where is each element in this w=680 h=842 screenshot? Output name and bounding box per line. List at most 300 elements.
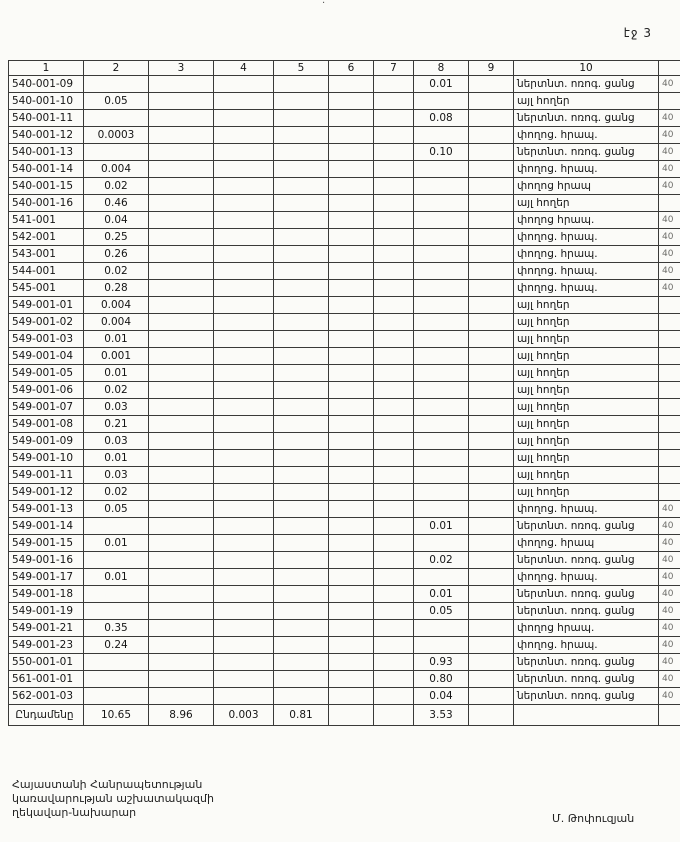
cell-c2: 0.04 bbox=[84, 212, 149, 229]
margin-header-spacer bbox=[659, 61, 680, 76]
cell-c3 bbox=[149, 348, 214, 365]
cell-c6 bbox=[329, 654, 374, 671]
table-row bbox=[9, 671, 680, 688]
table-row bbox=[9, 365, 680, 382]
cell-c1: 543-001 bbox=[9, 246, 84, 263]
cell-c1: 549-001-11 bbox=[9, 467, 84, 484]
table-body bbox=[9, 76, 680, 726]
cell-c3 bbox=[149, 535, 214, 552]
cell-c4 bbox=[214, 620, 274, 637]
cell-c5 bbox=[274, 654, 329, 671]
cell-c7 bbox=[374, 76, 414, 93]
cell-c9 bbox=[469, 450, 514, 467]
cell-c7 bbox=[374, 416, 414, 433]
table-row bbox=[9, 654, 680, 671]
cell-c1: 550-001-01 bbox=[9, 654, 84, 671]
cell-c3 bbox=[149, 212, 214, 229]
cell-c6 bbox=[329, 467, 374, 484]
handwritten-margin-mark: 40 bbox=[659, 127, 680, 144]
cell-c8 bbox=[414, 484, 469, 501]
cell-c3 bbox=[149, 501, 214, 518]
table-row bbox=[9, 433, 680, 450]
cell-c3 bbox=[149, 654, 214, 671]
cell-c2: 0.004 bbox=[84, 161, 149, 178]
cell-c2 bbox=[84, 586, 149, 603]
cell-c10: ներտնտ. ոռոգ. ցանց bbox=[514, 144, 659, 161]
cell-c10: այլ հողեր bbox=[514, 382, 659, 399]
cell-c7 bbox=[374, 620, 414, 637]
column-header-8: 8 bbox=[414, 61, 469, 76]
cell-c9 bbox=[469, 688, 514, 705]
cell-c6 bbox=[329, 586, 374, 603]
cell-c4 bbox=[214, 399, 274, 416]
cell-c4 bbox=[214, 76, 274, 93]
cell-c9 bbox=[469, 212, 514, 229]
cell-c5 bbox=[274, 637, 329, 654]
cell-c8 bbox=[414, 569, 469, 586]
cell-c8: 0.04 bbox=[414, 688, 469, 705]
cell-c6 bbox=[329, 314, 374, 331]
cell-c5 bbox=[274, 178, 329, 195]
cell-c1: 549-001-19 bbox=[9, 603, 84, 620]
table-row bbox=[9, 552, 680, 569]
cell-c3 bbox=[149, 263, 214, 280]
cell-c7 bbox=[374, 246, 414, 263]
cell-c3 bbox=[149, 382, 214, 399]
cell-c8 bbox=[414, 263, 469, 280]
column-header-1: 1 bbox=[9, 61, 84, 76]
handwritten-margin-mark: 40 bbox=[659, 501, 680, 518]
cell-c7 bbox=[374, 144, 414, 161]
cell-c4 bbox=[214, 331, 274, 348]
cell-c6 bbox=[329, 450, 374, 467]
cell-c9 bbox=[469, 314, 514, 331]
handwritten-margin-mark: 40 bbox=[659, 620, 680, 637]
handwritten-margin-mark: 40 bbox=[659, 110, 680, 127]
cell-c3 bbox=[149, 484, 214, 501]
cell-c3 bbox=[149, 93, 214, 110]
table-row bbox=[9, 569, 680, 586]
cell-c5 bbox=[274, 263, 329, 280]
cell-c4 bbox=[214, 637, 274, 654]
cell-c8 bbox=[414, 280, 469, 297]
handwritten-margin-mark: 40 bbox=[659, 161, 680, 178]
cell-c7 bbox=[374, 586, 414, 603]
cell-c7 bbox=[374, 348, 414, 365]
cell-c6 bbox=[329, 603, 374, 620]
cell-c10: փողոց հրապ. bbox=[514, 212, 659, 229]
cell-c8 bbox=[414, 399, 469, 416]
cell-c5 bbox=[274, 569, 329, 586]
cell-c9 bbox=[469, 280, 514, 297]
cell-c4 bbox=[214, 178, 274, 195]
handwritten-margin-mark bbox=[659, 450, 680, 467]
cell-c3 bbox=[149, 433, 214, 450]
handwritten-margin-mark bbox=[659, 314, 680, 331]
cell-c10: փողոց. հրապ. bbox=[514, 263, 659, 280]
cell-c3 bbox=[149, 518, 214, 535]
handwritten-margin-mark: 40 bbox=[659, 637, 680, 654]
cell-c4 bbox=[214, 450, 274, 467]
cell-c4 bbox=[214, 127, 274, 144]
cell-c6 bbox=[329, 501, 374, 518]
cell-c7 bbox=[374, 671, 414, 688]
cell-c5 bbox=[274, 382, 329, 399]
cell-c2: 0.02 bbox=[84, 382, 149, 399]
cell-c10: փողոց. հրապ. bbox=[514, 280, 659, 297]
cell-c5 bbox=[274, 603, 329, 620]
cell-c8: 0.10 bbox=[414, 144, 469, 161]
cell-c6 bbox=[329, 637, 374, 654]
cell-c2: 0.02 bbox=[84, 484, 149, 501]
cell-c8 bbox=[414, 450, 469, 467]
table-row bbox=[9, 297, 680, 314]
cell-c10: այլ հողեր bbox=[514, 484, 659, 501]
cell-c6 bbox=[329, 365, 374, 382]
handwritten-margin-mark: 40 bbox=[659, 688, 680, 705]
cell-c9 bbox=[469, 416, 514, 433]
cell-c1: 549-001-14 bbox=[9, 518, 84, 535]
cell-c1: 542-001 bbox=[9, 229, 84, 246]
cell-c2: 0.03 bbox=[84, 467, 149, 484]
cell-c1: 549-001-15 bbox=[9, 535, 84, 552]
cell-c7 bbox=[374, 705, 414, 726]
cell-c4 bbox=[214, 297, 274, 314]
cell-c9 bbox=[469, 195, 514, 212]
cell-c10: այլ հողեր bbox=[514, 348, 659, 365]
cell-c10: այլ հողեր bbox=[514, 365, 659, 382]
cell-c2: 0.05 bbox=[84, 93, 149, 110]
cell-c5 bbox=[274, 688, 329, 705]
cell-c3 bbox=[149, 229, 214, 246]
cell-c4 bbox=[214, 246, 274, 263]
table-row bbox=[9, 416, 680, 433]
cell-c6 bbox=[329, 229, 374, 246]
cell-c1: 549-001-05 bbox=[9, 365, 84, 382]
cell-c1: 540-001-15 bbox=[9, 178, 84, 195]
handwritten-margin-mark bbox=[659, 433, 680, 450]
cell-c5 bbox=[274, 416, 329, 433]
table-row bbox=[9, 144, 680, 161]
handwritten-margin-mark: 40 bbox=[659, 518, 680, 535]
cell-c5 bbox=[274, 280, 329, 297]
table-row bbox=[9, 161, 680, 178]
column-header-10: 10 bbox=[514, 61, 659, 76]
cell-c10: փողոց. հրապ bbox=[514, 535, 659, 552]
cell-c10: փողոց. հրապ. bbox=[514, 246, 659, 263]
handwritten-margin-mark: 40 bbox=[659, 654, 680, 671]
cell-c4 bbox=[214, 110, 274, 127]
cell-c8 bbox=[414, 178, 469, 195]
cell-c8 bbox=[414, 331, 469, 348]
cell-c7 bbox=[374, 518, 414, 535]
cell-c9 bbox=[469, 569, 514, 586]
footer-line-2: կառավարության աշխատակազմի bbox=[12, 792, 214, 805]
cell-c7 bbox=[374, 365, 414, 382]
land-parcels-table bbox=[8, 60, 680, 726]
cell-c9 bbox=[469, 620, 514, 637]
cell-c5 bbox=[274, 93, 329, 110]
cell-c5: 0.81 bbox=[274, 705, 329, 726]
cell-c7 bbox=[374, 314, 414, 331]
cell-c7 bbox=[374, 603, 414, 620]
cell-c9 bbox=[469, 399, 514, 416]
handwritten-margin-mark bbox=[659, 348, 680, 365]
cell-c2: 10.65 bbox=[84, 705, 149, 726]
cell-c8: 0.01 bbox=[414, 518, 469, 535]
cell-c5 bbox=[274, 127, 329, 144]
cell-c2: 0.21 bbox=[84, 416, 149, 433]
cell-c2: 0.25 bbox=[84, 229, 149, 246]
cell-c5 bbox=[274, 552, 329, 569]
handwritten-margin-mark: 40 bbox=[659, 246, 680, 263]
cell-c5 bbox=[274, 365, 329, 382]
cell-c4 bbox=[214, 501, 274, 518]
cell-c2: 0.35 bbox=[84, 620, 149, 637]
handwritten-margin-mark: 40 bbox=[659, 586, 680, 603]
cell-c4 bbox=[214, 365, 274, 382]
cell-c5 bbox=[274, 161, 329, 178]
handwritten-margin-mark: 40 bbox=[659, 671, 680, 688]
cell-c9 bbox=[469, 518, 514, 535]
cell-c10: ներտնտ. ոռոգ. ցանց bbox=[514, 603, 659, 620]
table-row bbox=[9, 110, 680, 127]
handwritten-margin-mark bbox=[659, 416, 680, 433]
cell-c4 bbox=[214, 467, 274, 484]
cell-c6 bbox=[329, 705, 374, 726]
cell-c7 bbox=[374, 280, 414, 297]
cell-c4 bbox=[214, 280, 274, 297]
cell-c7 bbox=[374, 93, 414, 110]
cell-c5 bbox=[274, 314, 329, 331]
cell-c2: 0.03 bbox=[84, 399, 149, 416]
cell-c1: 549-001-18 bbox=[9, 586, 84, 603]
cell-c6 bbox=[329, 127, 374, 144]
cell-c1: 549-001-06 bbox=[9, 382, 84, 399]
cell-c9 bbox=[469, 263, 514, 280]
cell-c8: 0.05 bbox=[414, 603, 469, 620]
cell-c7 bbox=[374, 161, 414, 178]
cell-c1: 540-001-12 bbox=[9, 127, 84, 144]
footer-line-1: Հայաստանի Հանրապետության bbox=[12, 778, 203, 791]
cell-c3 bbox=[149, 246, 214, 263]
handwritten-margin-mark: 40 bbox=[659, 552, 680, 569]
cell-c7 bbox=[374, 399, 414, 416]
cell-c4 bbox=[214, 654, 274, 671]
cell-c4 bbox=[214, 671, 274, 688]
cell-c3 bbox=[149, 603, 214, 620]
cell-c1: 549-001-04 bbox=[9, 348, 84, 365]
handwritten-margin-mark: 40 bbox=[659, 603, 680, 620]
cell-c1: 549-001-02 bbox=[9, 314, 84, 331]
cell-c7 bbox=[374, 450, 414, 467]
cell-c2: 0.01 bbox=[84, 365, 149, 382]
cell-c10: այլ հողեր bbox=[514, 433, 659, 450]
cell-c1: 549-001-09 bbox=[9, 433, 84, 450]
cell-c2: 0.05 bbox=[84, 501, 149, 518]
cell-c9 bbox=[469, 433, 514, 450]
cell-c3 bbox=[149, 637, 214, 654]
cell-c8 bbox=[414, 195, 469, 212]
cell-c5 bbox=[274, 144, 329, 161]
column-header-9: 9 bbox=[469, 61, 514, 76]
cell-c6 bbox=[329, 297, 374, 314]
cell-c2: 0.004 bbox=[84, 297, 149, 314]
cell-c8 bbox=[414, 637, 469, 654]
cell-c5 bbox=[274, 535, 329, 552]
cell-c7 bbox=[374, 467, 414, 484]
cell-c3 bbox=[149, 331, 214, 348]
cell-c4 bbox=[214, 382, 274, 399]
cell-c10: ներտնտ. ոռոգ. ցանց bbox=[514, 518, 659, 535]
cell-c8 bbox=[414, 620, 469, 637]
cell-c10: այլ հողեր bbox=[514, 399, 659, 416]
cell-c3 bbox=[149, 450, 214, 467]
cell-c3 bbox=[149, 586, 214, 603]
cell-c9 bbox=[469, 654, 514, 671]
scan-artifact: · bbox=[322, 0, 326, 9]
table-row bbox=[9, 586, 680, 603]
column-header-7: 7 bbox=[374, 61, 414, 76]
cell-c9 bbox=[469, 144, 514, 161]
cell-c10: փողոց. հրապ. bbox=[514, 161, 659, 178]
cell-c1: 540-001-16 bbox=[9, 195, 84, 212]
cell-c2 bbox=[84, 76, 149, 93]
cell-c1: 549-001-16 bbox=[9, 552, 84, 569]
cell-c1: 545-001 bbox=[9, 280, 84, 297]
cell-c6 bbox=[329, 552, 374, 569]
cell-c3 bbox=[149, 76, 214, 93]
cell-c6 bbox=[329, 484, 374, 501]
cell-c3 bbox=[149, 467, 214, 484]
cell-c10: ներտնտ. ոռոգ. ցանց bbox=[514, 110, 659, 127]
cell-c1: 541-001 bbox=[9, 212, 84, 229]
cell-c6 bbox=[329, 416, 374, 433]
handwritten-margin-mark bbox=[659, 399, 680, 416]
cell-c9 bbox=[469, 297, 514, 314]
cell-c6 bbox=[329, 161, 374, 178]
cell-c1: 549-001-07 bbox=[9, 399, 84, 416]
cell-c4 bbox=[214, 348, 274, 365]
cell-c3 bbox=[149, 688, 214, 705]
cell-c9 bbox=[469, 93, 514, 110]
cell-c2 bbox=[84, 671, 149, 688]
cell-c10: փողոց. հրապ. bbox=[514, 501, 659, 518]
cell-c9 bbox=[469, 161, 514, 178]
cell-c10: փողոց. հրապ. bbox=[514, 127, 659, 144]
cell-c1: 540-001-10 bbox=[9, 93, 84, 110]
cell-c5 bbox=[274, 501, 329, 518]
cell-c8: 0.01 bbox=[414, 76, 469, 93]
cell-c3 bbox=[149, 110, 214, 127]
cell-c8 bbox=[414, 382, 469, 399]
cell-c6 bbox=[329, 195, 374, 212]
signature-name: Մ. Թոփուզյան bbox=[552, 812, 635, 825]
cell-c7 bbox=[374, 484, 414, 501]
cell-c9 bbox=[469, 382, 514, 399]
table-row bbox=[9, 484, 680, 501]
cell-c10: փողոց հրապ bbox=[514, 178, 659, 195]
cell-c3 bbox=[149, 552, 214, 569]
handwritten-margin-mark bbox=[659, 382, 680, 399]
cell-c10: ներտնտ. ոռոգ. ցանց bbox=[514, 654, 659, 671]
table-row bbox=[9, 501, 680, 518]
cell-c9 bbox=[469, 348, 514, 365]
cell-c5 bbox=[274, 297, 329, 314]
cell-c2 bbox=[84, 144, 149, 161]
cell-c4 bbox=[214, 195, 274, 212]
cell-c5 bbox=[274, 450, 329, 467]
cell-c10: ներտնտ. ոռոգ. ցանց bbox=[514, 688, 659, 705]
cell-c7 bbox=[374, 688, 414, 705]
cell-c2: 0.0003 bbox=[84, 127, 149, 144]
cell-c8 bbox=[414, 127, 469, 144]
cell-c8: 0.01 bbox=[414, 586, 469, 603]
cell-c6 bbox=[329, 399, 374, 416]
handwritten-margin-mark bbox=[659, 297, 680, 314]
cell-c9 bbox=[469, 178, 514, 195]
cell-c2: 0.02 bbox=[84, 178, 149, 195]
cell-c10: այլ հողեր bbox=[514, 416, 659, 433]
cell-c2: 0.01 bbox=[84, 450, 149, 467]
column-header-3: 3 bbox=[149, 61, 214, 76]
cell-c6 bbox=[329, 348, 374, 365]
cell-c7 bbox=[374, 382, 414, 399]
cell-c9 bbox=[469, 246, 514, 263]
cell-c3 bbox=[149, 314, 214, 331]
cell-c5 bbox=[274, 586, 329, 603]
cell-c10: փողոց. հրապ. bbox=[514, 637, 659, 654]
cell-c4 bbox=[214, 552, 274, 569]
cell-c4 bbox=[214, 229, 274, 246]
cell-c6 bbox=[329, 246, 374, 263]
cell-c7 bbox=[374, 229, 414, 246]
cell-c4 bbox=[214, 212, 274, 229]
cell-c1: 549-001-13 bbox=[9, 501, 84, 518]
cell-c4 bbox=[214, 586, 274, 603]
table-row bbox=[9, 280, 680, 297]
cell-c3 bbox=[149, 161, 214, 178]
table-row bbox=[9, 314, 680, 331]
cell-c5 bbox=[274, 671, 329, 688]
cell-c10: այլ հողեր bbox=[514, 450, 659, 467]
cell-c7 bbox=[374, 297, 414, 314]
cell-c8 bbox=[414, 348, 469, 365]
cell-c8 bbox=[414, 212, 469, 229]
cell-c7 bbox=[374, 535, 414, 552]
cell-c7 bbox=[374, 110, 414, 127]
cell-c4 bbox=[214, 535, 274, 552]
cell-c2: 0.46 bbox=[84, 195, 149, 212]
cell-c3 bbox=[149, 178, 214, 195]
table-row bbox=[9, 620, 680, 637]
handwritten-margin-mark: 40 bbox=[659, 76, 680, 93]
cell-c2: 0.01 bbox=[84, 535, 149, 552]
cell-c8 bbox=[414, 297, 469, 314]
cell-c8: 0.02 bbox=[414, 552, 469, 569]
cell-c2 bbox=[84, 110, 149, 127]
cell-c8 bbox=[414, 161, 469, 178]
column-header-4: 4 bbox=[214, 61, 274, 76]
cell-c5 bbox=[274, 212, 329, 229]
total-row bbox=[9, 705, 680, 726]
column-header-5: 5 bbox=[274, 61, 329, 76]
cell-c8 bbox=[414, 416, 469, 433]
cell-c2: 0.02 bbox=[84, 263, 149, 280]
table-row bbox=[9, 450, 680, 467]
table-row bbox=[9, 195, 680, 212]
cell-c6 bbox=[329, 178, 374, 195]
